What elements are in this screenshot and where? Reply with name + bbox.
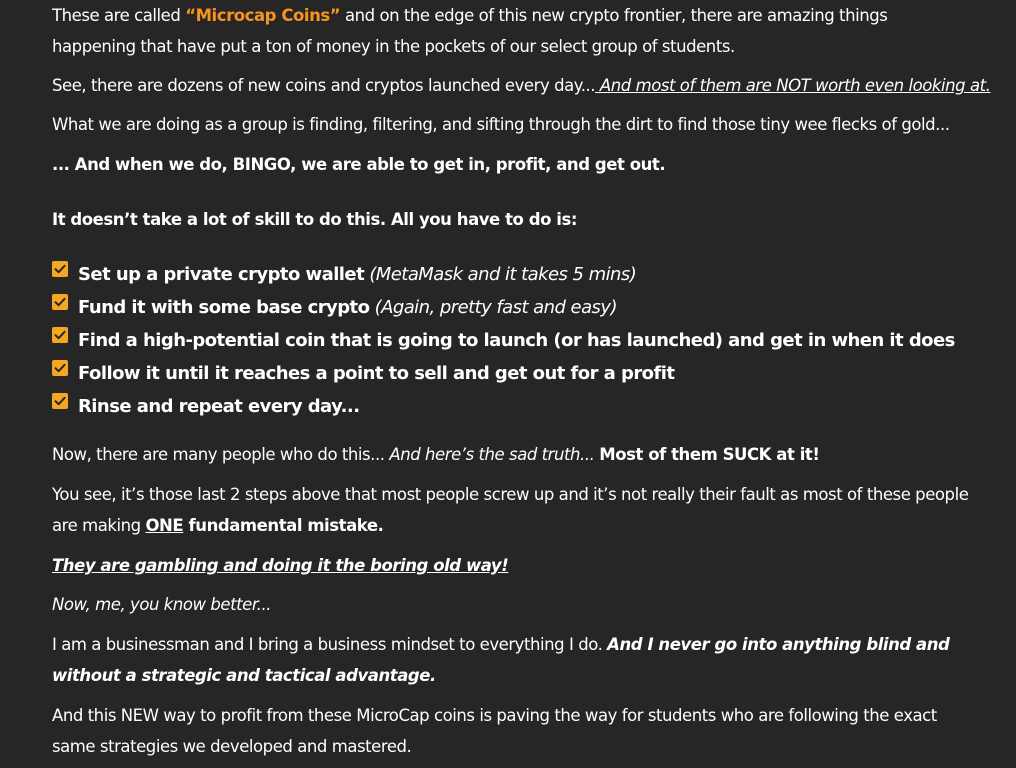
- microcap-coins-highlight: “Microcap Coins”: [185, 6, 341, 25]
- checklist-item: [52, 356, 955, 389]
- checklist-item: [52, 323, 955, 356]
- paragraph-underlined: ONE: [145, 516, 184, 535]
- checklist-item-label: Fund it with some base crypto: [78, 297, 370, 318]
- paragraph-microcap-intro: [52, 0, 972, 62]
- paragraph-sad-truth: [52, 439, 819, 470]
- paragraph-bold: Most of them SUCK at it!: [599, 445, 820, 464]
- paragraph-bold-italic: And I never go into anything blind and without a strategic and tactical advantage.: [52, 635, 950, 685]
- checkbox-checked-icon: [52, 261, 68, 277]
- checklist-item: [52, 290, 955, 323]
- checklist-item-note: (MetaMask and it takes 5 mins): [364, 264, 637, 285]
- paragraph-italic: And here’s the sad truth...: [389, 445, 600, 464]
- checklist-item-label: Find a high-potential coin that is going to launch (or has launched) and get in when it does: [78, 330, 955, 351]
- paragraph-text: These are called: [52, 6, 186, 25]
- checkbox-checked-icon: [52, 360, 68, 376]
- checklist-item-note: (Again, pretty fast and easy): [369, 297, 617, 318]
- not-worth-looking-link[interactable]: And most of them are NOT worth even looking at.: [595, 76, 991, 95]
- checkbox-checked-icon: [52, 327, 68, 343]
- checklist-item-label: Rinse and repeat every day...: [78, 396, 360, 417]
- paragraph-text: and on the edge of this new crypto frontier, there are amazing things happening that have put a ton of money in the pockets of our select group of students.: [52, 6, 888, 56]
- checklist-item: [52, 257, 955, 290]
- paragraph-bold: fundamental mistake.: [183, 516, 384, 535]
- paragraph-sifting: What we are doing as a group is finding, filtering, and sifting through the dirt to find those tiny wee flecks of gold...: [52, 115, 950, 134]
- paragraph-know-better: Now, me, you know better...: [52, 595, 272, 614]
- paragraph-bingo: ... And when we do, BINGO, we are able to get in, profit, and get out.: [52, 155, 666, 174]
- paragraph-new-coins: [52, 70, 990, 101]
- checklist-item: [52, 389, 955, 422]
- paragraph-text: Now, there are many people who do this...: [52, 445, 390, 464]
- checkbox-checked-icon: [52, 294, 68, 310]
- checklist-item-label: Set up a private crypto wallet: [78, 264, 365, 285]
- paragraph-new-way: And this NEW way to profit from these MicroCap coins is paving the way for students who are following the exact same strategies we developed and mastered.: [52, 706, 937, 756]
- paragraph-businessman: [52, 629, 972, 691]
- paragraph-text: See, there are dozens of new coins and cryptos launched every day...: [52, 76, 596, 95]
- paragraph-mistake: [52, 479, 972, 541]
- steps-checklist: [52, 257, 955, 422]
- paragraph-gambling: They are gambling and doing it the boring old way!: [52, 556, 509, 575]
- paragraph-text: You see, it’s those last 2 steps above that most people screw up and it’s not really their fault as most of these people are making: [52, 485, 969, 535]
- checklist-item-label: Follow it until it reaches a point to sell and get out for a profit: [78, 363, 675, 384]
- checkbox-checked-icon: [52, 393, 68, 409]
- paragraph-skill-intro: It doesn’t take a lot of skill to do this. All you have to do is:: [52, 210, 577, 229]
- paragraph-text: I am a businessman and I bring a business mindset to everything I do.: [52, 635, 608, 654]
